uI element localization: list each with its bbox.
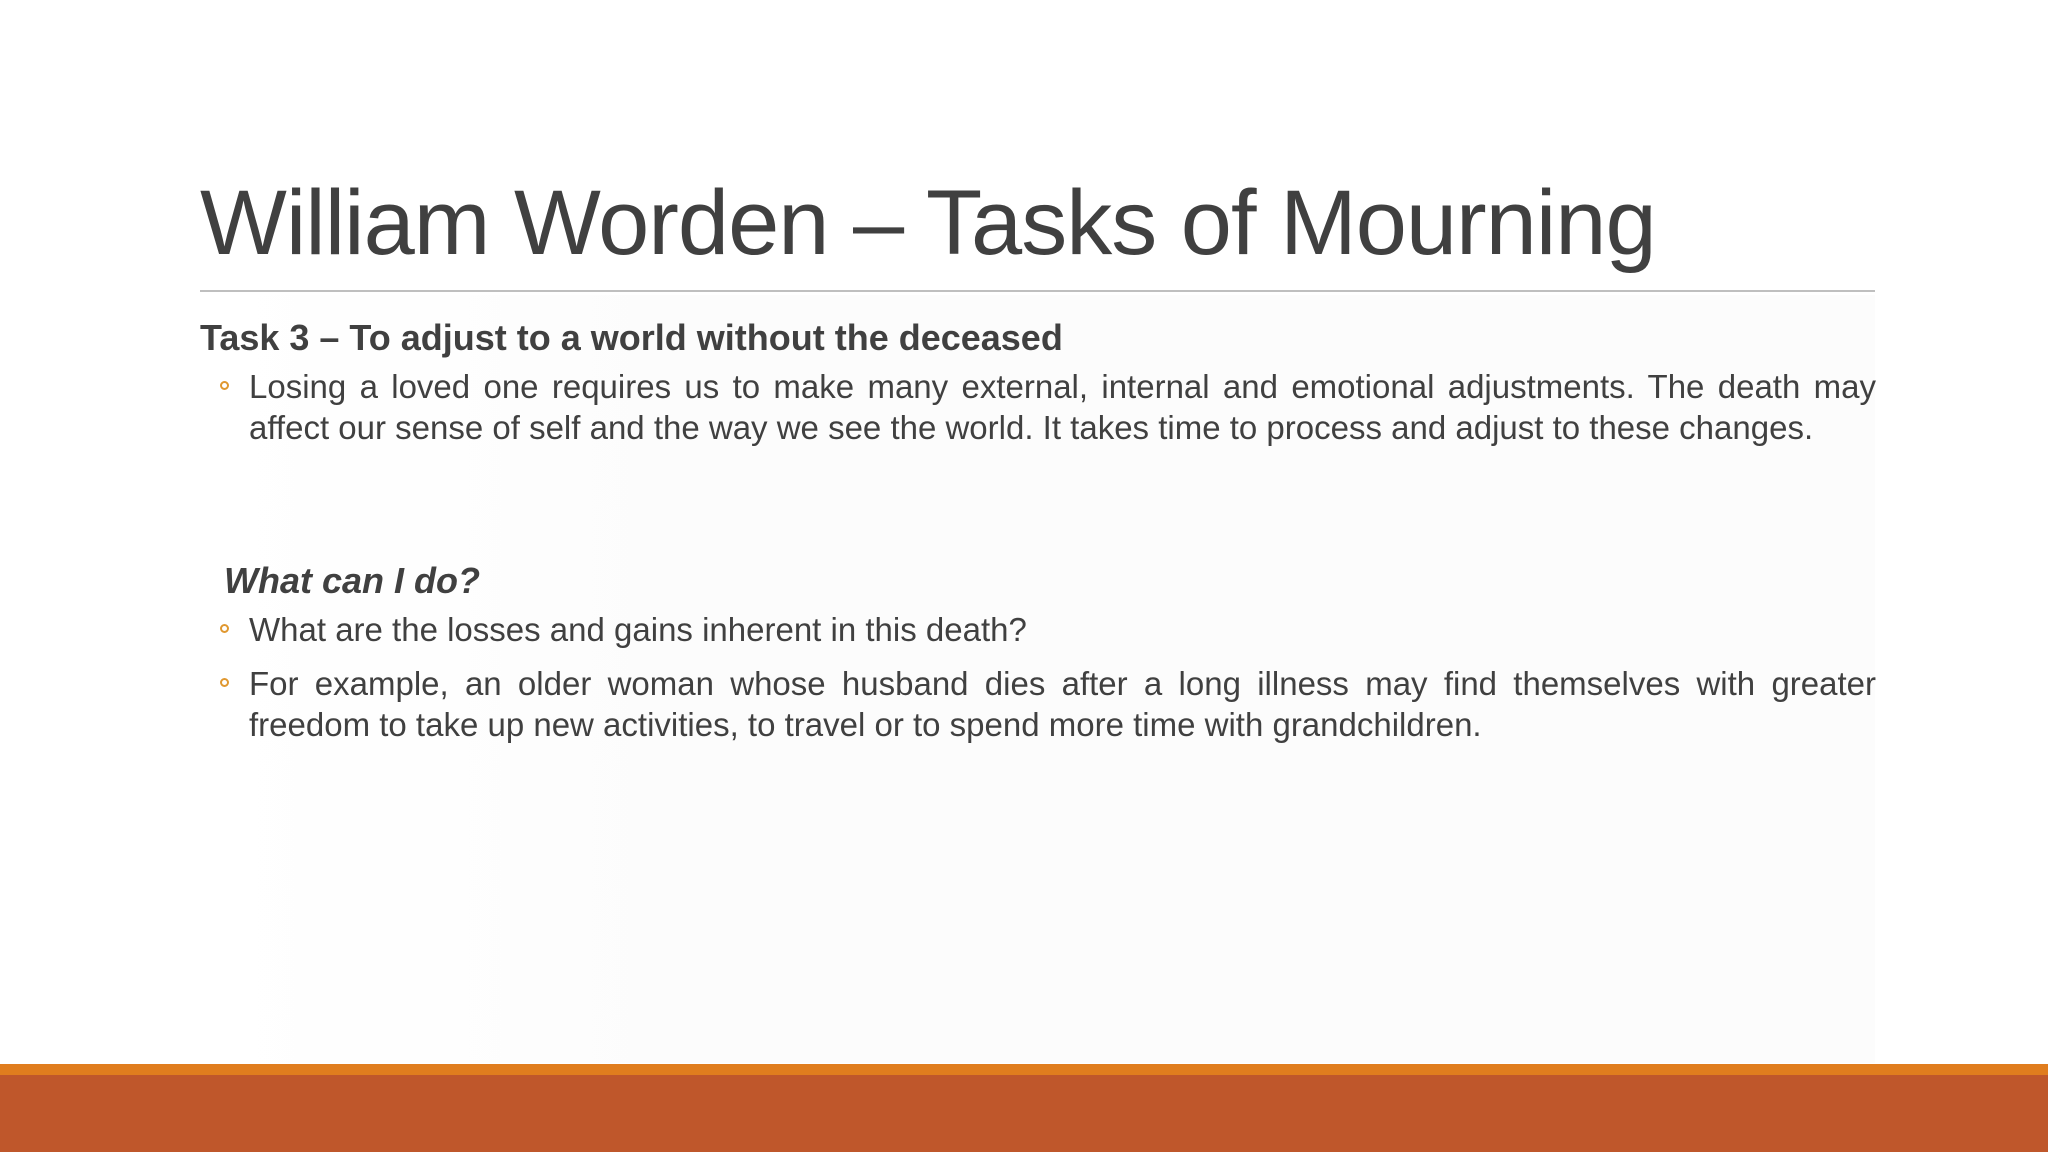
- spacer: [200, 461, 1876, 559]
- task-bullet-list: [200, 366, 1876, 448]
- what-can-i-do-heading: What can I do?: [224, 560, 480, 601]
- circle-bullet-icon: [220, 678, 229, 687]
- circle-bullet-icon: [220, 381, 229, 390]
- footer-accent-stripe: [0, 1064, 2048, 1075]
- bullet-text: What are the losses and gains inherent in this death?: [249, 611, 1027, 648]
- title-divider: [200, 290, 1875, 292]
- circle-bullet-icon: [220, 624, 229, 633]
- bullet-text: Losing a loved one requires us to make many external, internal and emotional adjustments. The death may affect our sense of self and the way we see the world. It takes time to process and adjust to these changes.: [249, 368, 1876, 446]
- slide-body: [200, 316, 1876, 758]
- slide-title: William Worden – Tasks of Mourning: [200, 172, 1656, 274]
- footer-band: [0, 1075, 2048, 1152]
- list-item: [200, 366, 1876, 448]
- bullet-text: For example, an older woman whose husband dies after a long illness may find themselves with greater freedom to take up new activities, to travel or to spend more time with grandchildren.: [249, 665, 1876, 743]
- what-can-i-do-bullet-list: [200, 609, 1876, 745]
- list-item: [200, 663, 1876, 745]
- list-item: [200, 609, 1876, 650]
- task-heading: Task 3 – To adjust to a world without the deceased: [200, 317, 1063, 358]
